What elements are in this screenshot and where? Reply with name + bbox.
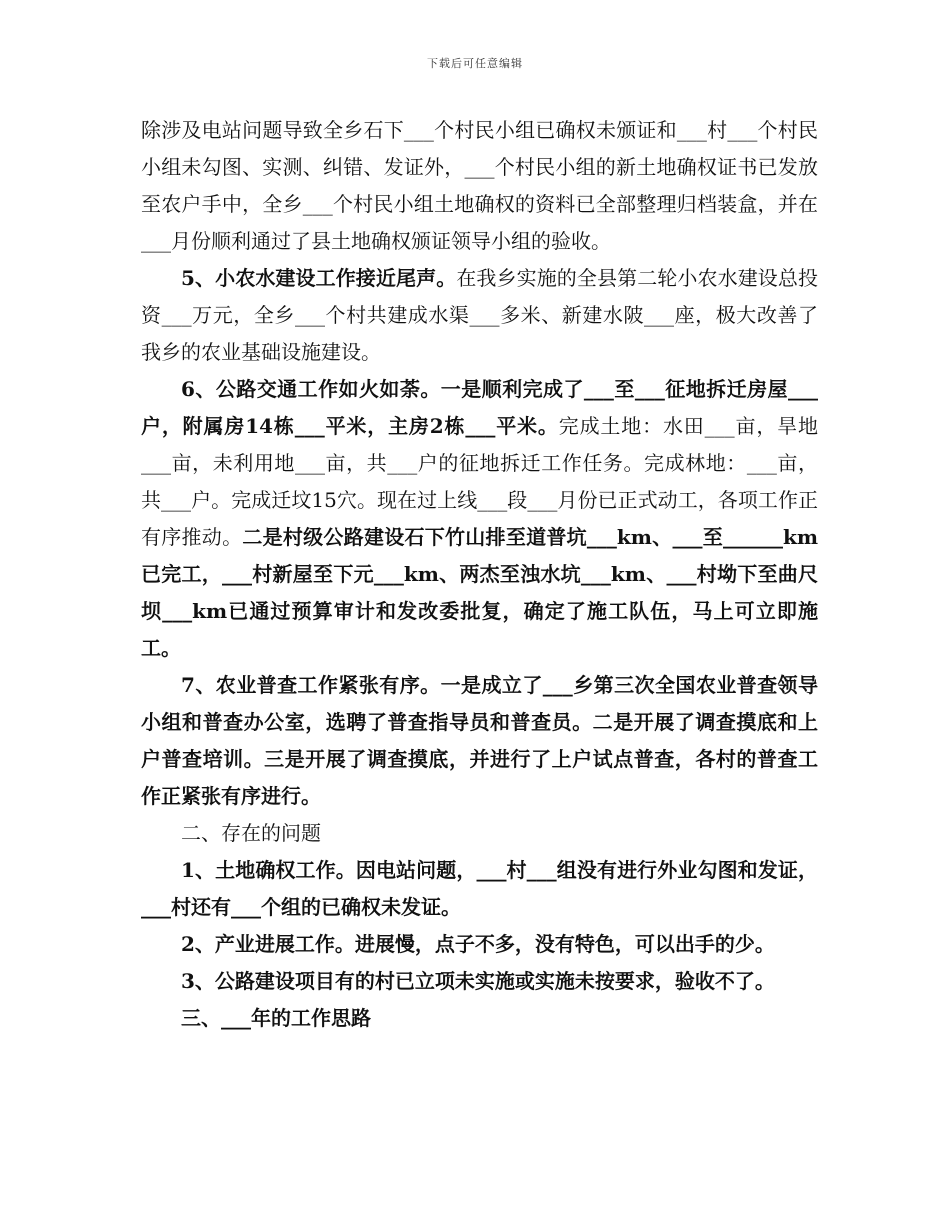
paragraph-road-traffic [141, 371, 818, 667]
text-segment-bold: 2、产业进展工作。进展慢，点子不多，没有特色，可以出手的少。 [181, 932, 775, 956]
text-segment-bold: 3、公路建设项目有的村已立项未实施或实施未按要求，验收不了。 [181, 969, 775, 993]
section-heading: 5、小农水建设工作接近尾声。 [181, 266, 457, 290]
page-header: 下载后可任意编辑 [427, 57, 523, 70]
text-segment: 在我乡实施的全县第二轮小农水建设总投资___万元，全乡___个村共建成水渠___多米、新建水陂___座，极大改善了我乡的农业基础设施建设。 [141, 266, 819, 364]
problem-item-3 [141, 963, 818, 1000]
section-title-problems [141, 815, 818, 852]
text-segment: 除涉及电站问题导致全乡石下___个村民小组已确权未颁证和___村___个村民小组未勾图、实测、纠错、发证外，___个村民小组的新土地确权证书已发放至农户手中，全乡___个村民小组土地确权的资料已全部整理归档装盒，并在___月份顺利通过了县土地确权颁证领导小组的验收。 [141, 118, 818, 253]
document-body [141, 112, 818, 1037]
problem-item-2 [141, 926, 818, 963]
paragraph-irrigation [141, 260, 818, 371]
text-segment-bold: 1、土地确权工作。因电站问题，___村___组没有进行外业勾图和发证，___村还有___个组的已确权未发证。 [141, 858, 818, 919]
text-segment: 二、存在的问题 [181, 821, 321, 845]
paragraph-land-rights-continued [141, 112, 818, 260]
paragraph-agri-census [141, 667, 818, 815]
section-heading: 6、公路交通工作如火如荼。一是顺利完成了___至___征地拆迁房屋___户，附属房14栋___平米，主房2栋___平米。 [141, 377, 818, 438]
text-segment-bold: 三、___年的工作思路 [181, 1006, 371, 1030]
section-title-work-plan [141, 1000, 818, 1037]
problem-item-1 [141, 852, 818, 926]
text-segment-bold: 7、农业普查工作紧张有序。一是成立了___乡第三次全国农业普查领导小组和普查办公室，选聘了普查指导员和普查员。二是开展了调查摸底和上户普查培训。三是开展了调查摸底，并进行了上户试点普查，各村的普查工作正紧张有序进行。 [141, 673, 818, 808]
text-segment-bold: 二是村级公路建设石下竹山排至道普坑___km、___至______km已完工，___村新屋至下元___km、两杰至浊水坑___km、___村坳下至曲尺坝___km已通过预算审计和发改委批复，确定了施工队伍，马上可立即施工。 [141, 525, 818, 660]
text-segment: 完成土地：水田___亩，旱地___亩，未利用地___亩，共___户的征地拆迁工作任务。完成林地：___亩，共___户。完成迁坟15穴。现在过上线___段___月份已正式动工，各项工作正有序推动。 [141, 414, 819, 549]
